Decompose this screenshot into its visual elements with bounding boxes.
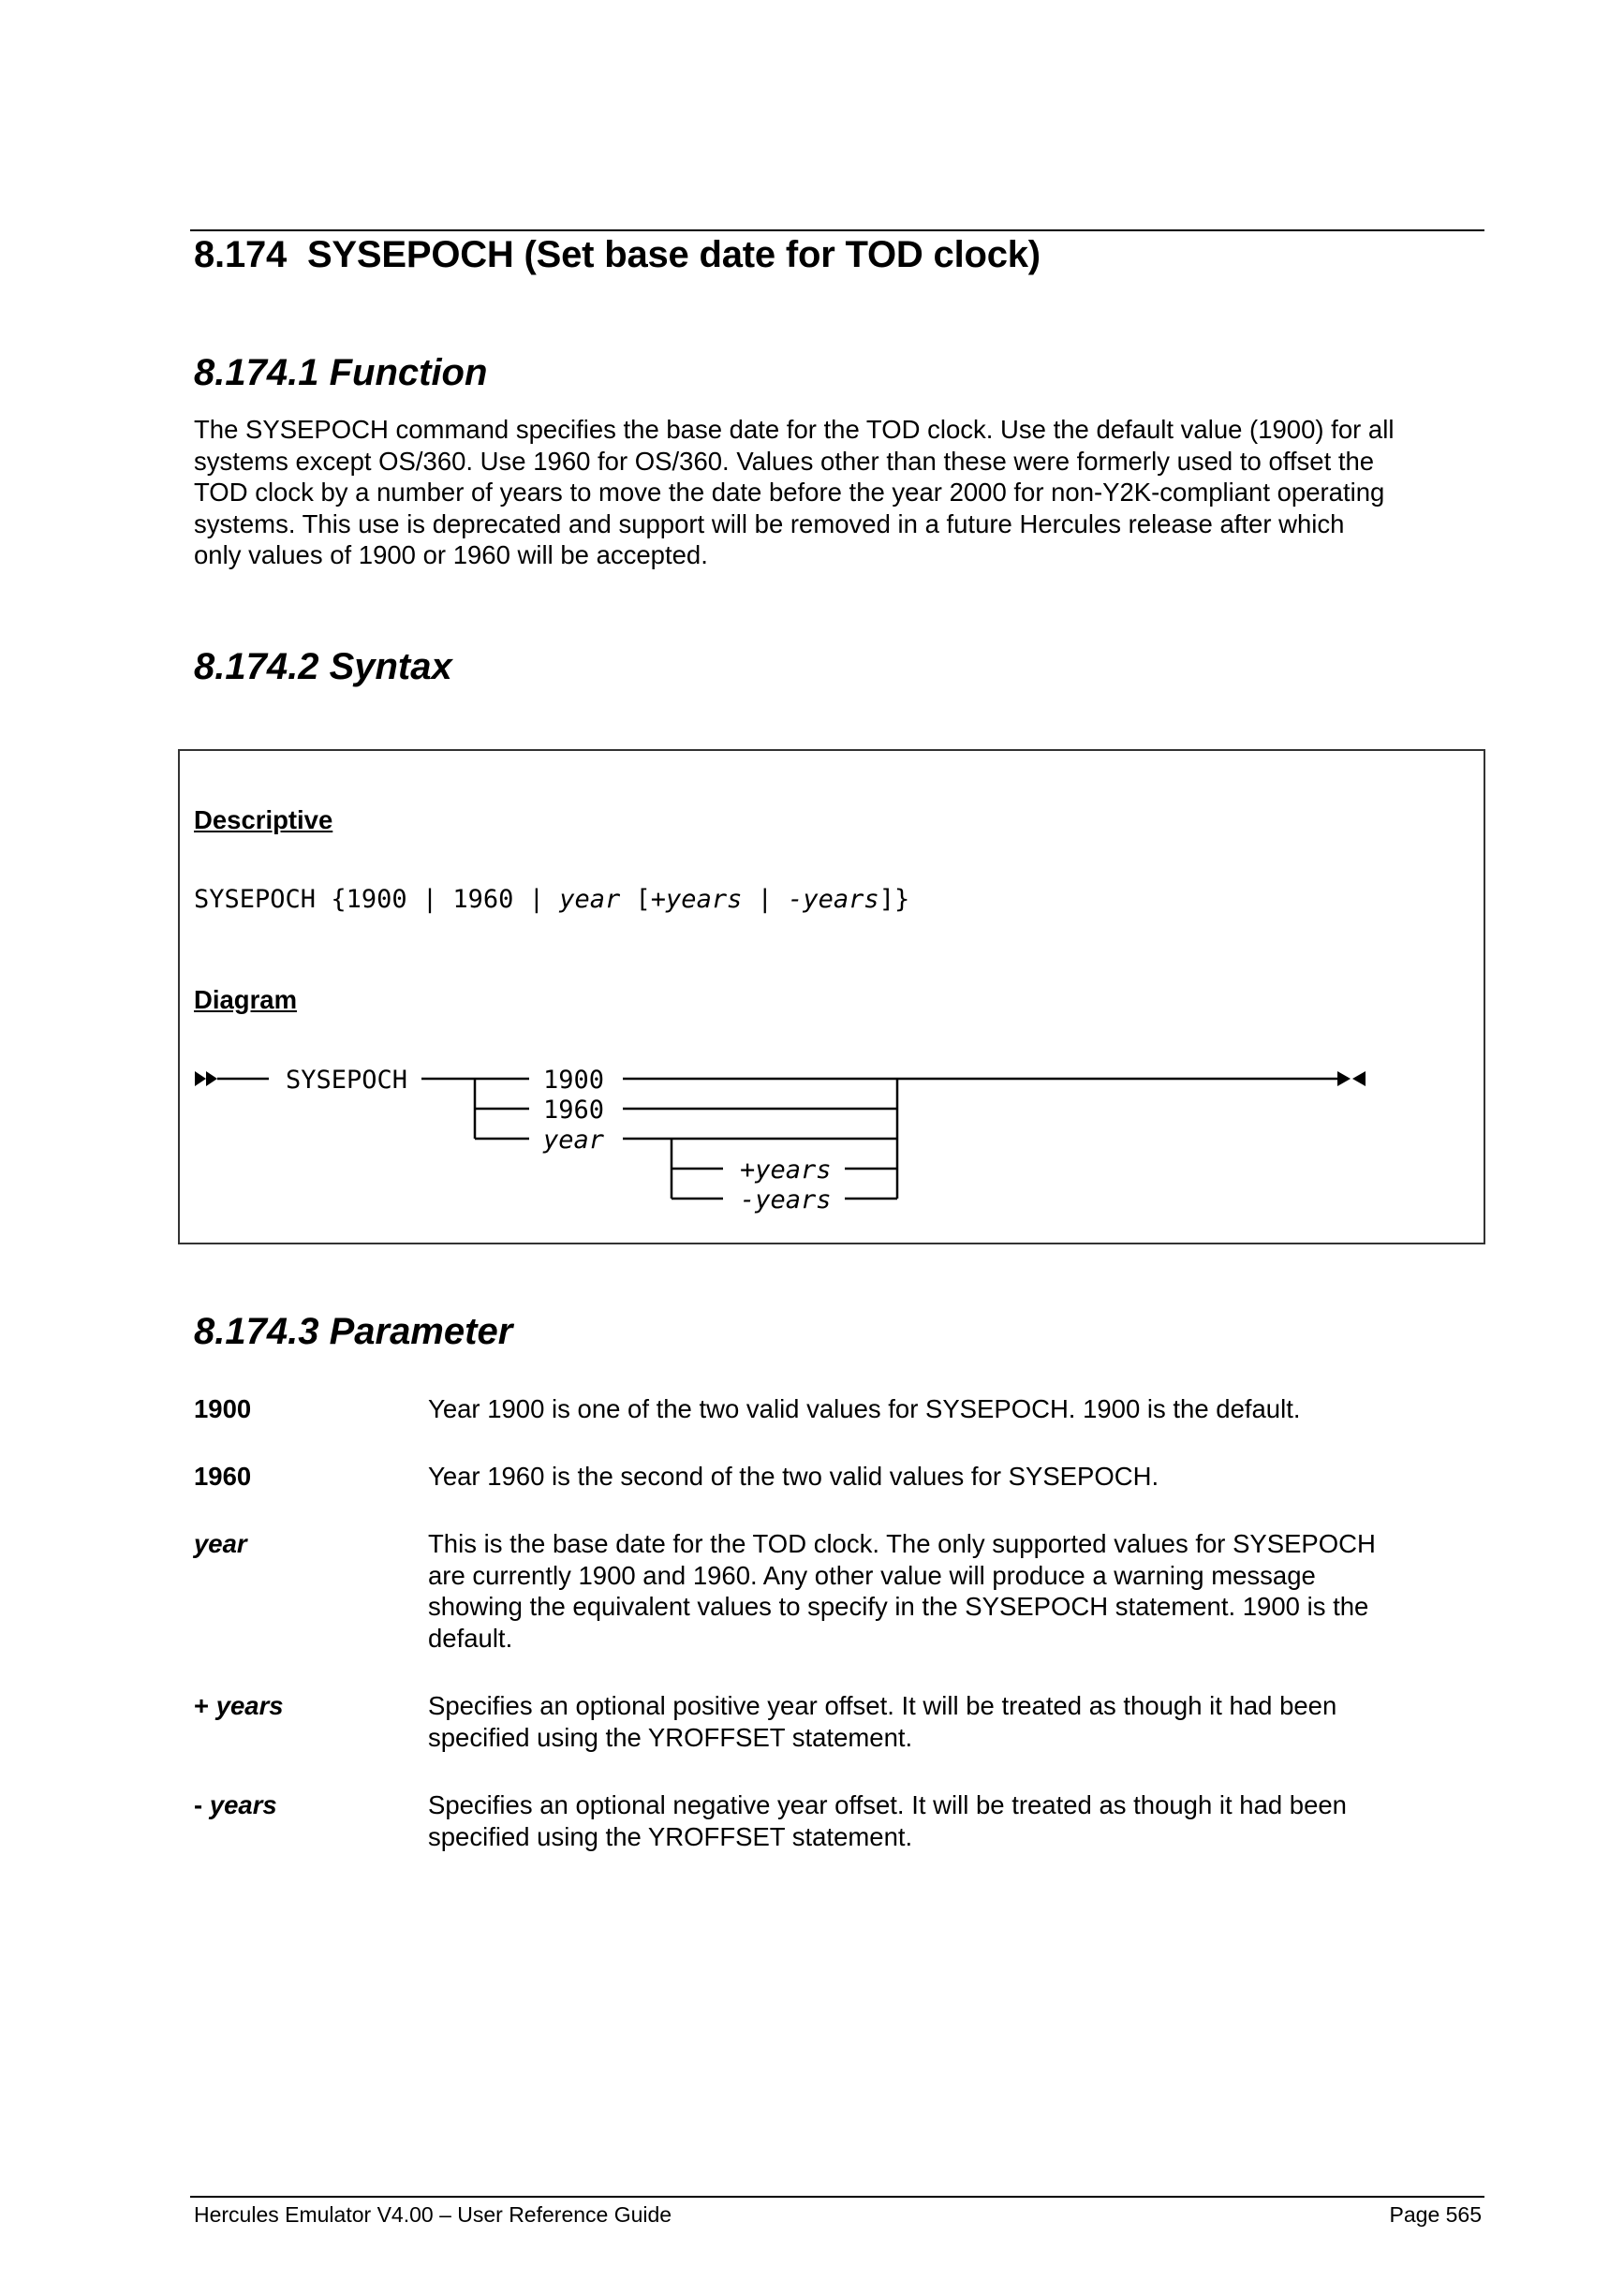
- desc-lbracket: [: [635, 885, 651, 914]
- desc-close-brace: }: [893, 885, 910, 914]
- desc-separator: |: [757, 885, 773, 914]
- diagram-label: Diagram: [194, 985, 298, 1014]
- function-line: TOD clock by a number of years to move the date before the year 2000 for non-Y2K-compliant operating: [194, 478, 1385, 507]
- function-line: only values of 1900 or 1960 will be accepted.: [194, 540, 708, 569]
- parameter-heading: 8.174.3 Parameter: [194, 1311, 513, 1352]
- diagram-option-minus-years: -years: [740, 1185, 832, 1214]
- function-line: systems except OS/360. Use 1960 for OS/360. Values other than these were formerly used to offset the: [194, 446, 1375, 476]
- diagram-start-icon: [195, 1071, 217, 1086]
- descriptive-label: Descriptive: [194, 805, 333, 834]
- desc-plus-years: +years: [650, 885, 743, 914]
- diagram-command: SYSEPOCH: [286, 1066, 408, 1095]
- parameter-name: + years: [194, 1691, 284, 1720]
- parameter-name: - years: [194, 1790, 277, 1819]
- footer-title: Hercules Emulator V4.00 – User Reference Guide: [194, 2202, 672, 2227]
- section-number: 8.174: [194, 234, 288, 275]
- parameter-description: Year 1900 is one of the two valid values for SYSEPOCH. 1900 is the default.: [428, 1394, 1301, 1423]
- desc-separator: |: [421, 885, 438, 914]
- parameter-name: 1900: [194, 1394, 252, 1423]
- diagram-choice-1960: 1960: [543, 1096, 605, 1125]
- desc-opt-1900: 1900: [346, 885, 407, 914]
- parameter-name: year: [194, 1529, 247, 1558]
- desc-opt-1960: 1960: [452, 885, 514, 914]
- parameter-description: Specifies an optional negative year offset. It will be treated as though it had been specified using the YROFFSET statement.: [428, 1790, 1347, 1851]
- parameter-name: 1960: [194, 1462, 252, 1491]
- diagram-option-plus-years: +years: [740, 1155, 832, 1185]
- diagram-end-icon: [1337, 1071, 1366, 1086]
- function-line: The SYSEPOCH command specifies the base date for the TOD clock. Use the default value (1900) for all: [194, 415, 1395, 444]
- desc-opt-year: year: [559, 885, 621, 914]
- page-number: Page 565: [1389, 2202, 1482, 2227]
- section-title-text: SYSEPOCH (Set base date for TOD clock): [306, 234, 1041, 275]
- diagram-choice-1900: 1900: [543, 1066, 605, 1095]
- parameter-description: Year 1960 is the second of the two valid values for SYSEPOCH.: [428, 1462, 1159, 1491]
- footer-rule: [190, 2196, 1484, 2198]
- desc-minus-years: -years: [788, 885, 879, 914]
- desc-command: SYSEPOCH: [194, 885, 317, 914]
- function-heading: 8.174.1 Function: [194, 352, 488, 393]
- syntax-heading: 8.174.2 Syntax: [194, 646, 452, 687]
- desc-open-brace: {: [331, 885, 347, 914]
- desc-rbracket: ]: [878, 885, 894, 914]
- desc-separator: |: [528, 885, 544, 914]
- function-line: systems. This use is deprecated and support will be removed in a future Hercules release after which: [194, 508, 1345, 538]
- parameter-description: Specifies an optional positive year offset. It will be treated as though it had been specified using the YROFFSET statement.: [428, 1691, 1337, 1752]
- parameter-description: This is the base date for the TOD clock. The only supported values for SYSEPOCH are currently 1900 and 1960. Any other value will produce a warning message showing the equivalent values to specify in the SYSEPOCH statement. 1900 is the default.: [428, 1529, 1376, 1653]
- diagram-choice-year: year: [543, 1126, 605, 1155]
